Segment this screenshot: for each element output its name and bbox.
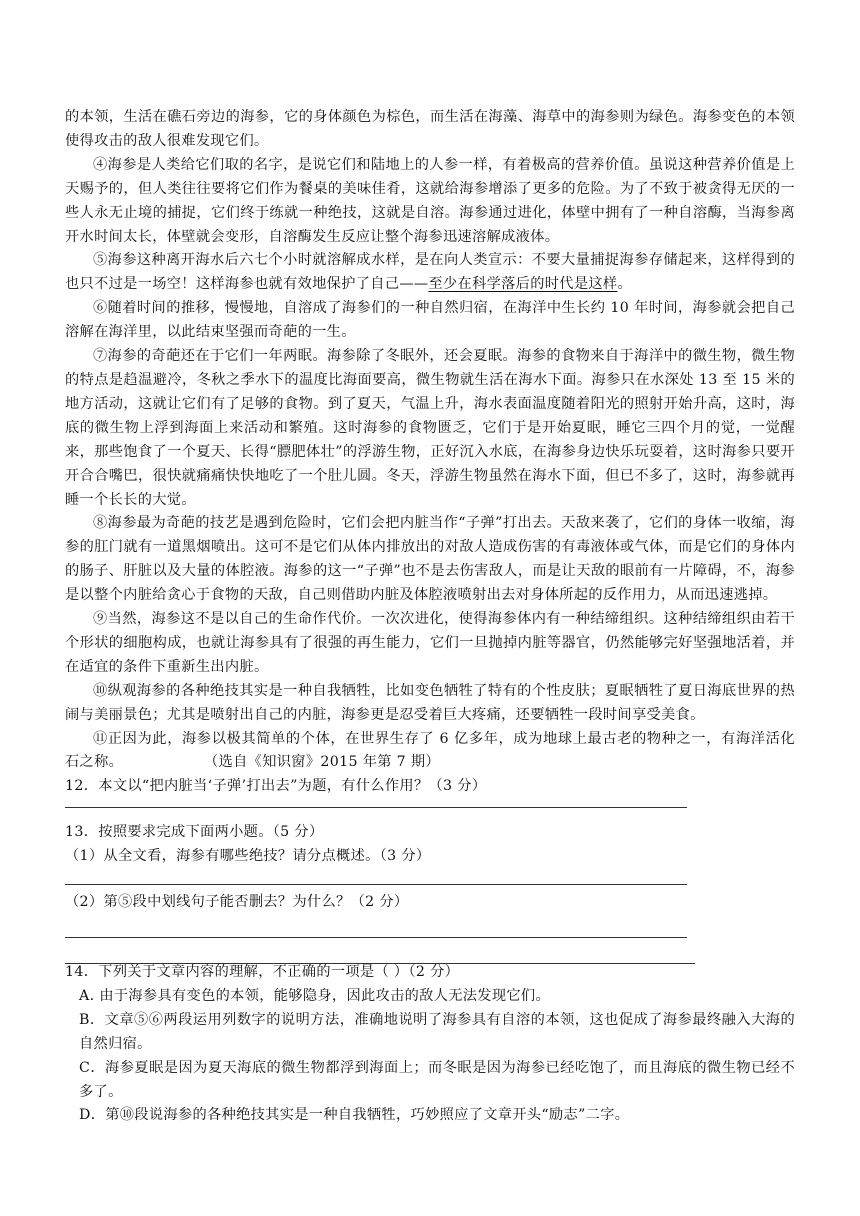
paragraph-3-tail: 的本领，生活在礁石旁边的海参，它的身体颜色为棕色，而生活在海藻、海草中的海参则为绿色。海参变色的本领使得攻击的敌人很难发现它们。 [65,109,795,149]
paragraph-11 [65,728,795,776]
paragraph-10: ⑩纵观海参的各种绝技其实是一种自我牺牲，比如变色牺牲了特有的个性皮肤；夏眠牺牲了夏日海底世界的热闹与美丽景色；尤其是喷射出自己的内脏，海参更是忍受着巨大疼痛，还要牺牲一段时间享受美食。 [65,682,795,723]
paragraph-5-text: ⑤海参这种离开海水后六七个小时就溶解成水样，是在向人类宣示：不要大量捕捉海参存储起来，这样得到的也只不过是一场空！这样海参也就有效地保护了自己—— [65,252,795,293]
source-citation: （选自《知识窗》2015 年第 7 期） [211,754,440,771]
option-b: B．文章⑤⑥两段运用列数字的说明方法，准确地说明了海参具有自溶的本领，这也促成了海参最终融入大海的自然归宿。 [79,1011,795,1052]
paragraph-7: ⑦海参的奇葩还在于它们一年两眠。海参除了冬眠外，还会夏眠。海参的食物来自于海洋中的微生物，微生物的特点是趋温避冷，冬秋之季水下的温度比海面要高，微生物就生活在海水下面。海参只在水深处 13 至 15 米的地方活动，这就让它们有了足够的食物。到了夏天，气温上升，海水表面温度随着阳光的照射开始升高，这时，海底的微生物上浮到海面上来活动和繁殖。这时海参的食物匮乏，它们于是开始夏眠，睡它三四个月的觉，一觉醒来，那些饱食了一个夏天、长得“膘肥体壮”的浮游生物，正好沉入水底，在海参身边快乐玩耍着，这时海参只要开开合合嘴巴，很快就痛痛快快地吃了一个肚儿圆。冬天，浮游生物虽然在海水下面，但已不多了，这时，海参就再睡一个长长的大觉。 [65,348,795,508]
question-13-1: （1）从全文看，海参有哪些绝技？请分点概述。（3 分） [65,848,431,865]
paragraph-4: ④海参是人类给它们取的名字，是说它们和陆地上的人参一样，有着极高的营养价值。虽说这种营养价值是上天赐予的，但人类往往要将它们作为餐桌的美味佳肴，这就给海参增添了更多的危险。为了不致于被贪得无厌的一些人永无止境的捕捉，它们终于练就一种绝技，这就是自溶。海参通过进化，体壁中拥有了一种自溶酶，当海参离开水时间太长，体壁就会变形，自溶酶发生反应让整个海参迅速溶解成液体。 [65,156,795,245]
question-14: 14．下列关于文章内容的理解，不正确的一项是（ ）（2 分） [65,964,460,980]
option-c: C．海参夏眠是因为夏天海底的微生物都浮到海面上；而冬眠是因为海参已经吃饱了，而且海底的微生物已经不多了。 [79,1059,795,1100]
answer-space-13-2 [65,915,795,961]
paragraph-8: ⑧海参最为奇葩的技艺是遇到危险时，它们会把内脏当作“子弹”打出去。天敌来袭了，它们的身体一收缩，海参的肛门就有一道黑烟喷出。这可不是它们从体内排放出的对敌人造成伤害的有毒液体或气体，而是它们的身体内的肠子、肝脏以及大量的体腔液。海参的这一“子弹”也不是去伤害敌人，而是让天敌的眼前有一片障碍，不，海参是以整个内脏给贪心于食物的天敌，自己则借助内脏及体腔液喷射出去对身体所起的反作用力，从而迅速逃掉。 [65,515,795,604]
answer-space-12 [65,799,795,821]
answer-line-12[interactable] [65,807,687,808]
option-d: D．第⑩段说海参的各种绝技其实是一种自我牺牲，巧妙照应了文章开头“励志”二字。 [79,1107,630,1124]
underlined-sentence: 至少在科学落后的时代是这样 [428,276,618,293]
answer-line-13-1[interactable] [65,884,687,885]
answer-line-13-2a[interactable] [65,937,687,938]
paragraph-5 [65,249,795,297]
reading-passage [65,106,795,1128]
paragraph-9: ⑨当然，海参这不是以自己的生命作代价。一次次进化，使得海参体内有一种结缔组织。这种结缔组织由若干个形状的细胞构成，也就让海参具有了很强的再生能力，它们一旦抛掉内脏等器官，仍然能够完好坚强地活着，并在适宜的条件下重新生出内脏。 [65,611,795,675]
option-a: A. 由于海参具有变色的本领，能够隐身，因此攻击的敌人无法发现它们。 [79,987,550,1004]
paragraph-5-end: 。 [617,276,632,293]
paragraph-11-text: ⑪正因为此，海参以极其简单的个体，在世界生存了 6 亿多年，成为地球上最古老的物种之一，有海洋活化石之称。 [65,730,795,771]
question-13: 13．按照要求完成下面两小题。（5 分） [65,824,324,841]
answer-line-13-2b[interactable] [65,963,695,964]
paragraph-6: ⑥随着时间的推移，慢慢地，自溶成了海参们的一种自然归宿，在海洋中生长约 10 年时间，海参就会把自己溶解在海洋里，以此结束坚强而奇葩的一生。 [65,300,795,341]
answer-space-13-1 [65,869,795,891]
question-13-2: （2）第⑤段中划线句子能否删去？为什么？（2 分） [65,894,409,911]
question-12: 12．本文以“把内脏当‘子弹’打出去”为题，有什么作用？（3 分） [65,778,487,795]
